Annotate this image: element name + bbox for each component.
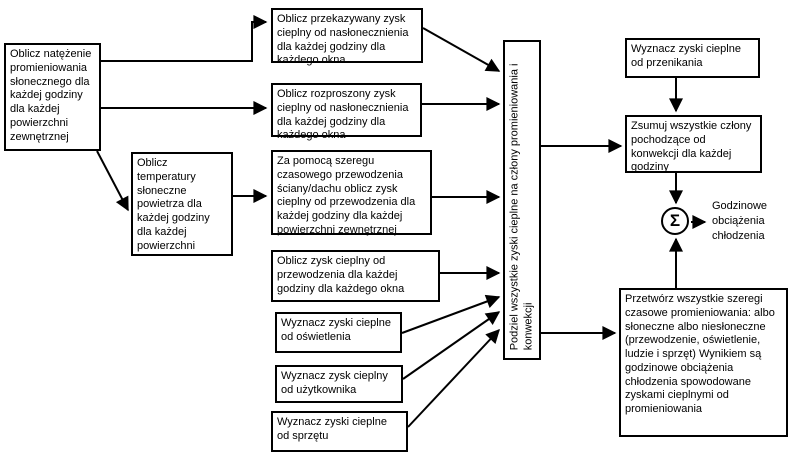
node-sol-air-temperature: Oblicz temperatury słoneczne powietrza dla każdej godziny dla każdej powierzchni [131, 152, 233, 256]
sigma-icon: Σ [669, 211, 681, 230]
node-infiltration-gain: Wyznacz zyski cieplne od przenikania [625, 38, 760, 78]
arrow-solar-to-solair [97, 151, 128, 210]
node-occupant-gain: Wyznacz zysk cieplny od użytkownika [275, 365, 403, 403]
arrow-solar-to-transmitted [101, 22, 266, 61]
node-equipment-gain: Wyznacz zyski cieplne od sprzętu [271, 411, 408, 452]
node-solar-intensity: Oblicz natężenie promieniowania słonecznego dla każdej godziny dla każdej powierzchni zewnętrznej [4, 43, 101, 151]
arrow-lighting-to-divider [402, 297, 499, 333]
hourly-cooling-load-label: Godzinowe obciążenia chłodzenia [712, 200, 768, 242]
sigma-summation-node [661, 207, 689, 235]
node-sum-convective: Zsumuj wszystkie człony pochodzące od konwekcji dla każdej godziny [625, 115, 762, 173]
node-window-conduction-gain: Oblicz zysk cieplny od przewodzenia dla każdej godziny dla każdego okna [271, 250, 440, 302]
divider-label: Podziel wszystkie zyski cieplne na człony promieniowania i konwekcji [508, 63, 535, 350]
node-radiant-time-series: Przetwórz wszystkie szeregi czasowe promieniowania: albo słoneczne albo niesłoneczne (przewodzenie, oświetlenie, ludzie i sprzęt) Wynikiem są godzinowe obciążenia chłodzenia spowodowane zyskami cieplnymi od promieniowania [619, 288, 788, 437]
node-diffuse-solar-gain: Oblicz rozproszony zysk cieplny od nasłonecznienia dla każdej godziny dla każdego okna [271, 83, 422, 137]
node-split-radiant-convective [503, 40, 541, 360]
node-lighting-gain: Wyznacz zyski cieplne od oświetlenia [275, 312, 402, 353]
node-wall-roof-conduction-gain: Za pomocą szeregu czasowego przewodzenia ściany/dachu oblicz zysk cieplny od przewodzenia dla każdej godziny dla każdej powierzchni zewnętrznej [271, 150, 432, 235]
arrow-transmitted-to-divider [423, 28, 499, 71]
node-transmitted-solar-gain: Oblicz przekazywany zysk cieplny od nasłonecznienia dla każdej godziny dla każdego okna [271, 8, 423, 63]
